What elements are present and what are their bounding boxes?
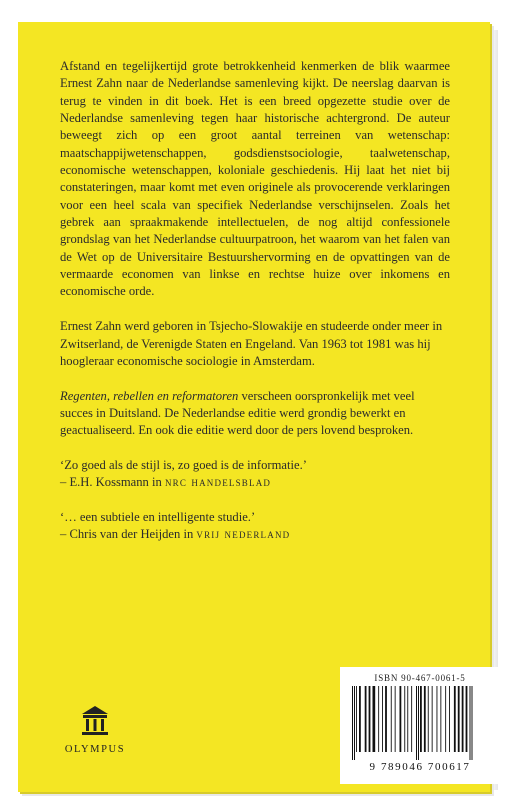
review-quote-1 — [60, 457, 450, 492]
author-bio-paragraph: Ernest Zahn werd geboren in Tsjecho-Slowakije en studeerde onder meer in Zwitserland, de Verenigde Staten en Engeland. Van 1963 tot 1981 was hij hoogleraar economische sociologie in Amsterdam. — [60, 319, 443, 368]
edition-paragraph-rest: verscheen oorspronkelijk met veel succes in Duitsland. De Nederlandse editie werd grondig bewerkt en geactualiseerd. En ook die editie werd door de pers lovend besproken. — [60, 388, 415, 438]
blurb-text — [60, 58, 450, 560]
barcode-number: 9 789046 700617 — [369, 761, 471, 773]
quote-source: vrij nederland — [196, 526, 291, 541]
quote-text: ‘Zo goed als de stijl is, zo goed is de informatie.’ — [60, 457, 307, 472]
isbn-text: ISBN 90-467-0061-5 — [374, 673, 466, 683]
barcode-label — [340, 667, 500, 784]
review-quote-2 — [60, 509, 450, 544]
barcode-bars — [348, 686, 492, 760]
edition-paragraph — [60, 388, 450, 440]
quote-attribution: – E.H. Kossmann in nrc handelsblad — [60, 475, 272, 490]
blurb-paragraph-1: Afstand en tegelijkertijd grote betrokkenheid kenmerken de blik waarmee Ernest Zahn naar de Nederlandse samenleving kijkt. De neerslag daarvan is terug te vinden in dit boek. Het is een breed opgezette studie over de Nederlandse samenleving tegen haar historische achtergrond. De auteur beweegt zich op een groot aantal terreinen van wetenschap: maatschappijwetenschappen, godsdienstsociologie, taalwetenschap, economische wetenschappen, koloniale geschiedenis. Hij laat het niet bij constateringen, maar komt met even originele als provocerende verklaringen voor een heel scala van specifiek Nederlandse verschijnselen. Zoals het gebrek aan spraakmakende intellectuelen, de nog altijd confessionele grondslag van het Nederlandse cultuurpatroon, het waarom van het falen van de Wet op de Universitaire Bestuurshervorming en de opvattingen van de vermaarde economen van linkse en rechtse huize over inkomens en economische orde. — [60, 59, 450, 299]
publisher-logo — [60, 704, 130, 755]
book-title-italic: Regenten, rebellen en reformatoren — [60, 388, 239, 403]
quote-text: ‘… een subtiele en intelligente studie.’ — [60, 509, 256, 524]
barcode-graphic — [348, 686, 492, 760]
quote-source: nrc handelsblad — [164, 475, 272, 490]
publisher-name: OLYMPUS — [64, 744, 126, 755]
temple-icon — [80, 704, 110, 738]
quote-attribution: – Chris van der Heijden in vrij nederland — [60, 526, 291, 541]
